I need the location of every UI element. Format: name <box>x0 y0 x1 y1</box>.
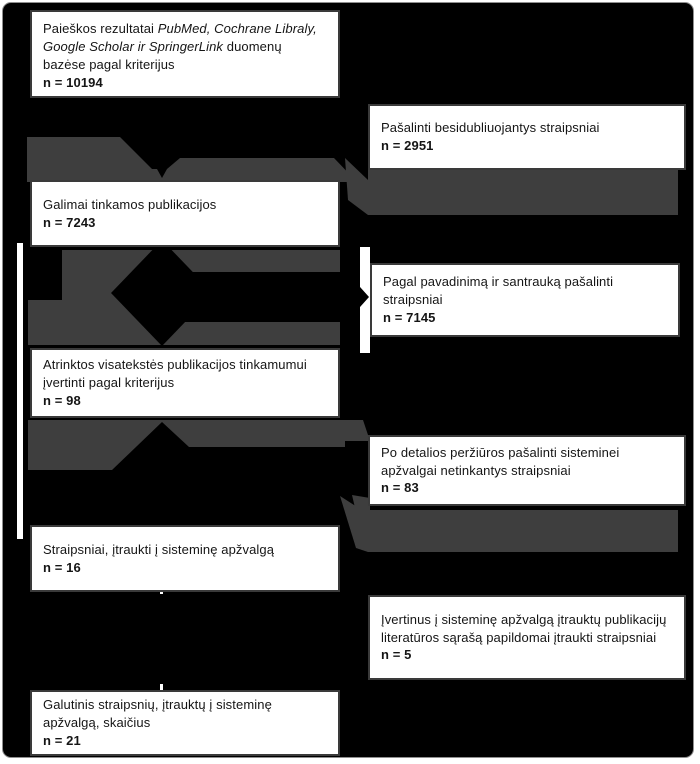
box-removed-after-detailed-review <box>368 435 686 506</box>
included-in-review-text: Straipsniai, įtraukti į sisteminę apžvalgą <box>43 541 275 557</box>
search-results-tail: duomenų bazėse pagal kriterijus <box>43 38 282 72</box>
removed-by-title-abstract-count: n = 7145 <box>383 309 436 325</box>
arrow-band-detailed-review <box>368 510 678 552</box>
duplicates-removed-text: Pašalinti besidubliuojantys straipsniai <box>381 120 600 136</box>
added-from-references-text: Įvertinus į sisteminę apžvalgą įtrauktų publikacijų literatūros sąrašą papildomai įtraukti straipsniai <box>381 611 667 645</box>
potentially-eligible-count: n = 7243 <box>43 214 96 230</box>
box-fulltext-assessed <box>30 348 340 418</box>
box-search-results-text <box>43 20 326 74</box>
final-count-count: n = 21 <box>43 732 81 748</box>
removed-after-detailed-review-count: n = 83 <box>381 480 419 496</box>
duplicates-removed-count: n = 2951 <box>381 138 434 153</box>
box-added-from-references <box>368 595 686 680</box>
box-removed-by-title-abstract <box>370 263 680 337</box>
arrow-shaft-title-abstract <box>185 272 343 322</box>
arrowhead-detailed-review <box>345 443 370 493</box>
box-included-in-review <box>30 525 340 592</box>
added-from-references-count: n = 5 <box>381 647 412 663</box>
box-duplicates-removed <box>368 104 686 170</box>
arrow-bevel-upper <box>345 420 370 441</box>
search-results-count: n = 10194 <box>43 74 103 90</box>
arrow-search-to-eligible <box>27 137 357 182</box>
box-potentially-eligible <box>30 180 340 247</box>
removed-by-title-abstract-text: Pagal pavadinimą ir santrauką pašalinti straipsniai <box>383 274 614 308</box>
fulltext-assessed-count: n = 98 <box>43 392 81 408</box>
search-results-databases: PubMed, Cochrane Libraly, Google Scholar ir SpringerLink <box>43 21 317 54</box>
potentially-eligible-text: Galimai tinkamos publikacijos <box>43 196 217 212</box>
final-count-text: Galutinis straipsnių, įtrauktų į sisteminę apžvalgą, skaičius <box>43 697 272 731</box>
left-connector-line <box>17 243 23 539</box>
removed-after-detailed-review-text: Po detalios peržiūros pašalinti sisteminei apžvalgai netinkantys straipsniai <box>381 444 620 478</box>
arrow-elbow-duplicates <box>345 158 368 215</box>
box-search-results <box>30 10 340 98</box>
included-in-review-count: n = 16 <box>43 559 81 575</box>
box-final-count <box>30 690 340 756</box>
fulltext-assessed-text: Atrinktos visatekstės publikacijos tinkamumui įvertinti pagal kriterijus <box>43 357 307 391</box>
search-results-lead: Paieškos rezultatai <box>43 21 158 36</box>
arrow-band-duplicates <box>368 170 678 215</box>
